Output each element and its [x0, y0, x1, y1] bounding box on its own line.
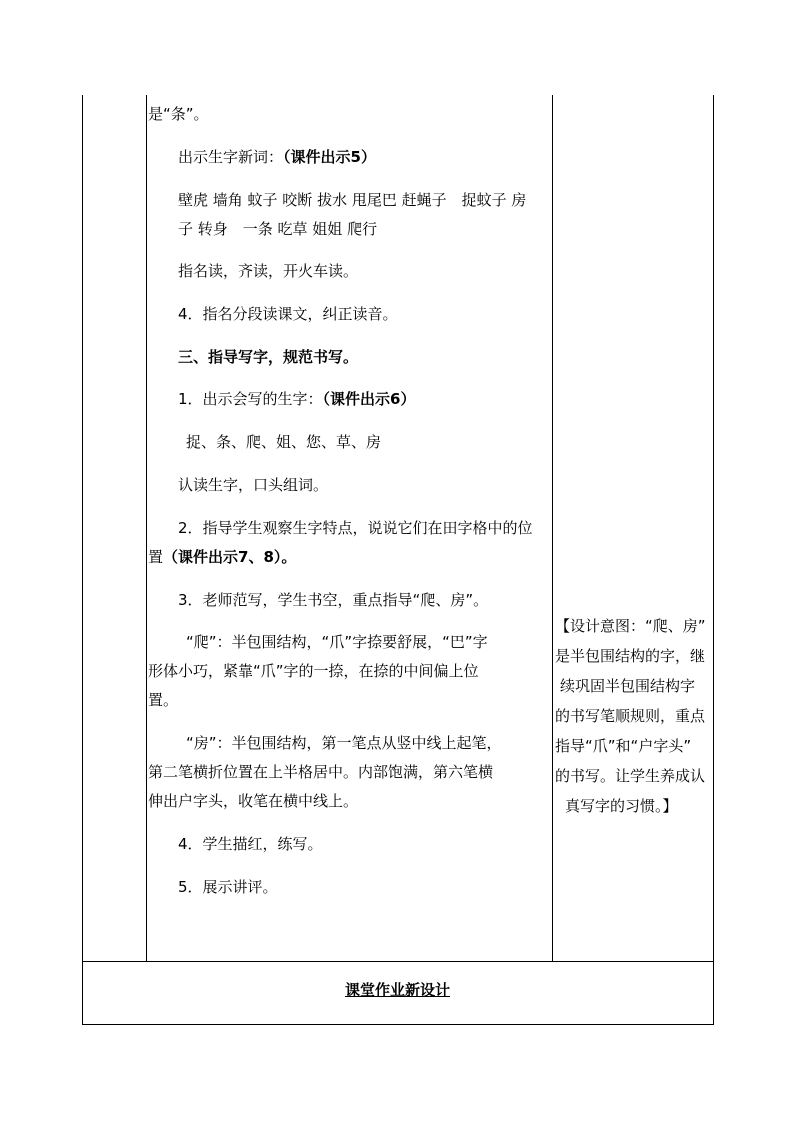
table-right-border — [713, 95, 714, 1025]
text-line — [148, 547, 296, 567]
text-line: 伸出户字头，收笔在横中线上。 — [148, 792, 359, 810]
courseware-ref: （课件出示6） — [322, 390, 416, 408]
text-line: “房”：半包围结构，第一笔点从竖中线上起笔， — [186, 734, 502, 752]
text-line: 子 转身 一条 吃草 姐姐 爬行 — [178, 220, 378, 238]
text-line: 捉、条、爬、姐、您、草、房 — [186, 433, 382, 451]
table-left-border — [82, 95, 83, 1025]
table-bottom-border — [82, 1024, 714, 1025]
row-divider — [82, 961, 714, 962]
text-line: 指名读，齐读，开火车读。 — [178, 262, 359, 280]
note-line: 的书写。让学生养成认 — [555, 767, 706, 785]
text-line: 置。 — [148, 691, 179, 709]
note-line: 续巩固半包围结构字 — [560, 677, 696, 695]
note-line: 真写字的习惯。】 — [565, 797, 678, 815]
column-divider-1 — [146, 95, 147, 962]
courseware-ref: （课件出示7、8）。 — [163, 548, 297, 566]
text-segment: 1．出示会写的生字： — [178, 390, 323, 408]
section-heading: 三、指导写字，规范书写。 — [178, 348, 359, 366]
text-line — [178, 147, 376, 167]
text-segment: 置 — [148, 548, 164, 566]
text-segment: 出示生字新词： — [178, 148, 284, 166]
text-line: 2．指导学生观察生字特点，说说它们在田字格中的位 — [178, 519, 533, 537]
courseware-ref: （课件出示5） — [283, 148, 376, 166]
text-line: “爬”：半包围结构，“爪”字捺要舒展，“巴”字 — [186, 633, 488, 651]
column-divider-2 — [552, 95, 553, 962]
text-line: 是“条”。 — [148, 105, 209, 123]
note-line: 是半包围结构的字，继 — [555, 647, 706, 665]
note-line: 【设计意图：“爬、房” — [555, 617, 706, 635]
text-line: 4．指名分段读课文，纠正读音。 — [178, 305, 398, 323]
text-line: 第二笔横折位置在上半格居中。内部饱满，第六笔横 — [148, 763, 494, 781]
text-line — [178, 389, 416, 409]
text-line: 形体小巧，紧靠“爪”字的一捺，在捺的中间偏上位 — [148, 662, 479, 680]
note-line: 指导“爪”和“户字头” — [555, 737, 692, 755]
text-line: 5．展示讲评。 — [178, 878, 278, 896]
text-line: 认读生字，口头组词。 — [178, 476, 329, 494]
homework-design-heading: 课堂作业新设计 — [344, 981, 450, 999]
text-line: 壁虎 墙角 蚊子 咬断 拔水 甩尾巴 赶蝇子 捉蚊子 房 — [178, 191, 527, 209]
text-line: 4．学生描红，练写。 — [178, 835, 323, 853]
note-line: 的书写笔顺规则，重点 — [555, 707, 706, 725]
text-line: 3．老师范写，学生书空，重点指导“爬、房”。 — [178, 591, 489, 609]
